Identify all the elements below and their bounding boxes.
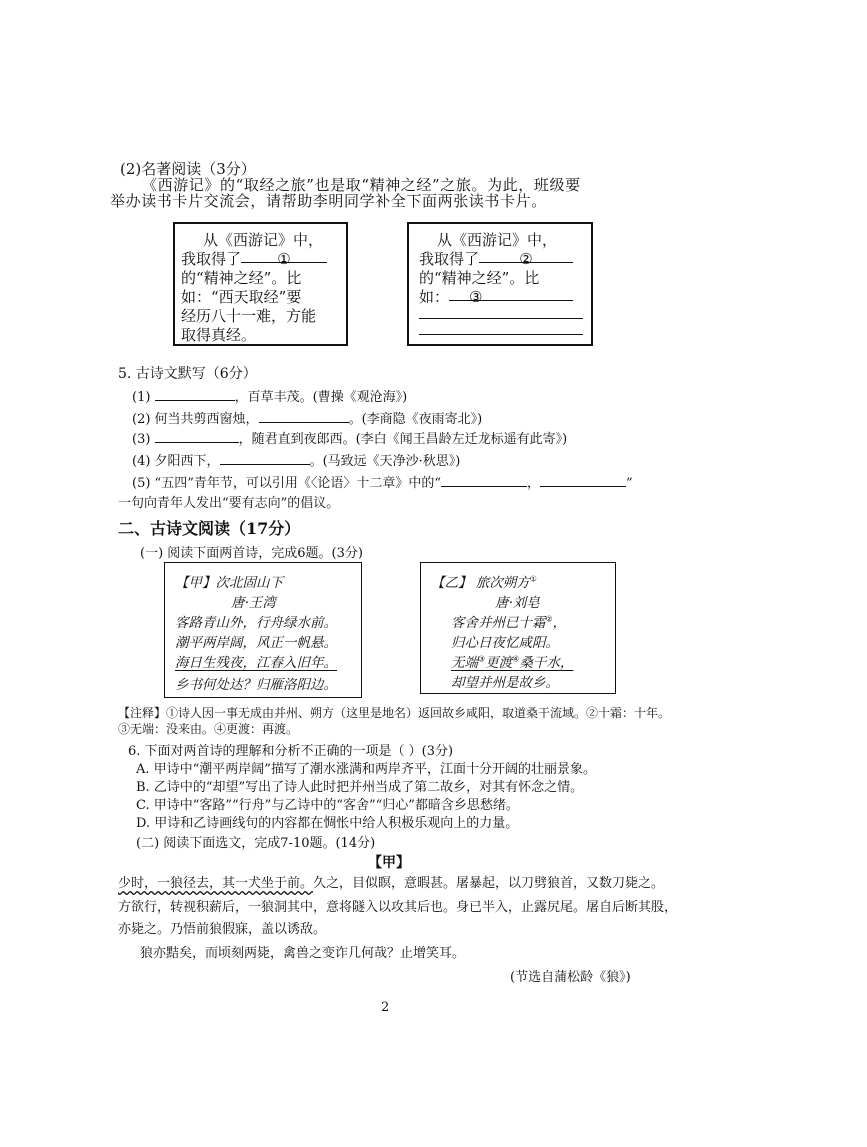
option-a: A. 甲诗中“潮平两岸阔”描写了潮水涨满和两岸齐平，江面十分开阔的壮丽景象。: [136, 762, 596, 777]
card-text: 如： ③: [419, 286, 573, 307]
card-text: 如：“西天取经”要: [181, 288, 302, 306]
blank-mark: ③: [469, 288, 483, 306]
wavy-underlined-text: 少时，一狼径去，其一犬坐于前。: [118, 876, 314, 891]
poem-author: 唐·刘皂: [495, 595, 540, 611]
blank-mark: ①: [277, 250, 291, 268]
sub-instruction: (二) 阅读下面选文，完成7-10题。(14分): [136, 836, 376, 851]
poem-line: 乡书何处达？归雁洛阳边。: [175, 677, 337, 693]
section-heading: (2)名著阅读（3分）: [120, 160, 256, 178]
passage-line: 少时，一狼径去，其一犬坐于前。久之，目似瞑，意暇甚。屠暴起，以刀劈狼首，又数刀毙之。: [118, 876, 665, 891]
card-text: 经历八十一难，方能: [181, 307, 317, 325]
blank-mark: ②: [519, 250, 533, 268]
passage-line: 狼亦黠矣，而顷刻两毙，禽兽之变诈几何哉？止增笑耳。: [140, 946, 466, 961]
card-text: 我取得了 ②: [419, 248, 573, 269]
question-heading: 5. 古诗文默写（6分）: [118, 366, 257, 382]
passage-marker: 【甲】: [368, 855, 410, 871]
poem-title: 【甲】次北固山下: [175, 575, 283, 591]
poem-title: 【乙】 旅次朔方①: [431, 574, 537, 591]
poem-author: 唐·王湾: [231, 595, 276, 611]
reading-card-2: [407, 222, 593, 346]
card-text: 从《西游记》中，: [203, 231, 324, 249]
poem-line: 潮平两岸阔，风正一帆悬。: [175, 635, 337, 651]
poem-line: 客舍并州已十霜②，: [451, 614, 567, 631]
poem-box-b: [420, 562, 616, 694]
option-d: D. 甲诗和乙诗画线句的内容都在惆怅中给人积极乐观向上的力量。: [136, 816, 519, 831]
part-heading: 二、古诗文阅读（17分）: [118, 519, 301, 538]
passage-source: (节选自蒲松龄《狼》): [510, 970, 631, 985]
fill-item: (1) ，百草丰茂。(曹操《观沧海》): [132, 390, 408, 405]
sub-instruction: (一) 阅读下面两首诗，完成6题。(3分): [140, 546, 363, 561]
poem-line: 却望并州是故乡。: [451, 675, 559, 691]
intro-text: 《西游记》的“取经之旅”也是取“精神之经”之旅。为此，班级要: [142, 176, 581, 194]
passage-line: 方欲行，转视积薪后，一狼洞其中，意将隧入以攻其后也。身已半入，止露尻尾。屠自后断其股，: [118, 900, 678, 915]
intro-text: 举办读书卡片交流会，请帮助李明同学补全下面两张读书卡片。: [110, 192, 547, 210]
option-b: B. 乙诗中的“却望”写出了诗人此时把并州当成了第二故乡，对其有怀念之情。: [136, 780, 584, 795]
poem-line: 客路青山外，行舟绿水前。: [175, 615, 337, 631]
blank-line: [419, 334, 583, 335]
question-stem: 6. 下面对两首诗的理解和分析不正确的一项是（ ）(3分): [128, 744, 454, 759]
poem-line: 归心日夜忆咸阳。: [451, 635, 559, 651]
notes: ③无端：没来由。④更渡：再渡。: [118, 722, 299, 736]
page-number: 2: [381, 1000, 390, 1015]
blank-line: [419, 318, 583, 319]
card-text: 从《西游记》中，: [437, 231, 558, 249]
option-c: C. 甲诗中“客路”“行舟”与乙诗中的“客舍”“归心”都暗含乡思愁绪。: [136, 798, 519, 813]
passage-line: 亦毙之。乃悟前狼假寐，盖以诱敌。: [118, 922, 327, 937]
poem-line-underlined: 海日生残夜，江春入旧年。: [175, 655, 337, 671]
poem-line-underlined: 无端③更渡④桑干水，: [451, 654, 574, 671]
fill-item-continued: 一句向青年人发出“要有志向”的倡议。: [118, 496, 340, 511]
fill-item: (5) “五四”青年节，可以引用《〈论语〉十二章》中的“ ， ”: [132, 476, 633, 491]
fill-item: (2) 何当共剪西窗烛， 。(李商隐《夜雨寄北》): [132, 412, 483, 427]
fill-item: (4) 夕阳西下， 。(马致远《天净沙·秋思》): [132, 454, 461, 469]
card-text: 我取得了 ①: [181, 248, 327, 269]
poem-box-a: [164, 562, 362, 698]
reading-card-1: [173, 222, 348, 346]
fill-item: (3) ，随君直到夜郎西。(李白《闻王昌龄左迁龙标遥有此寄》): [132, 432, 568, 447]
notes: 【注释】①诗人因一事无成由并州、朔方（这里是地名）返回故乡咸阳，取道桑干流域。②十霜：十年。: [118, 706, 671, 720]
card-text: 取得真经。: [181, 326, 257, 344]
card-text: 的“精神之经”。比: [419, 269, 540, 287]
card-text: 的“精神之经”。比: [181, 269, 302, 287]
